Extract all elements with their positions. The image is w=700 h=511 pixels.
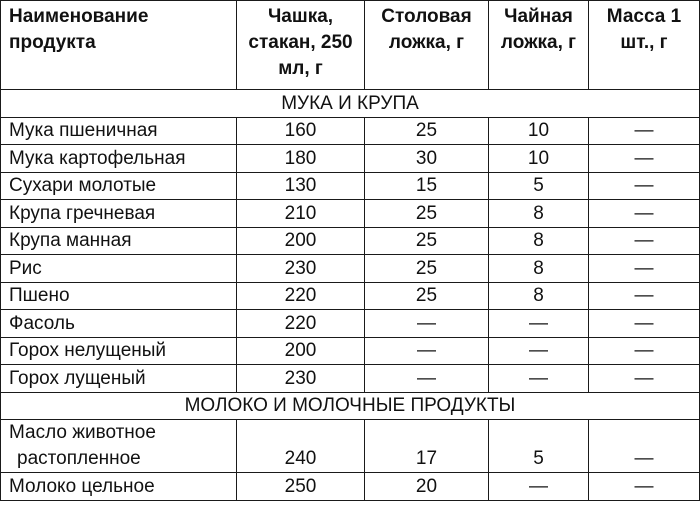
mass-value: — bbox=[589, 117, 700, 145]
cup-value: 130 bbox=[237, 172, 365, 200]
cup-value: 160 bbox=[237, 117, 365, 145]
mass-value: — bbox=[589, 365, 700, 393]
cup-value: 230 bbox=[237, 365, 365, 393]
cup-value: 240 bbox=[237, 420, 365, 473]
table-row bbox=[1, 420, 700, 473]
product-name: Мука пшеничная bbox=[1, 117, 237, 145]
tablespoon-value: 25 bbox=[365, 117, 489, 145]
header-cup: Чашка, стакан, 250 мл, г bbox=[237, 1, 365, 90]
table-row bbox=[1, 473, 700, 501]
tablespoon-value: — bbox=[365, 310, 489, 338]
section-header-row bbox=[1, 90, 700, 118]
teaspoon-value: 8 bbox=[489, 282, 589, 310]
table-row bbox=[1, 365, 700, 393]
table-row bbox=[1, 145, 700, 173]
teaspoon-value: 8 bbox=[489, 200, 589, 228]
cup-value: 230 bbox=[237, 255, 365, 283]
product-name-line2: растопленное bbox=[17, 448, 141, 469]
product-name: Крупа гречневая bbox=[1, 200, 237, 228]
teaspoon-value: 8 bbox=[489, 227, 589, 255]
product-name-line1: Масло животное bbox=[9, 422, 156, 443]
cup-value: 210 bbox=[237, 200, 365, 228]
cup-value: 200 bbox=[237, 337, 365, 365]
tablespoon-value: 30 bbox=[365, 145, 489, 173]
mass-value: — bbox=[589, 200, 700, 228]
mass-value: — bbox=[589, 337, 700, 365]
teaspoon-value: 5 bbox=[489, 172, 589, 200]
teaspoon-value: — bbox=[489, 337, 589, 365]
mass-value: — bbox=[589, 172, 700, 200]
cup-value: 220 bbox=[237, 282, 365, 310]
tablespoon-value: 25 bbox=[365, 227, 489, 255]
mass-value: — bbox=[589, 420, 700, 473]
table-row bbox=[1, 172, 700, 200]
section-title-flour: МУКА И КРУПА bbox=[1, 90, 700, 118]
tablespoon-value: — bbox=[365, 365, 489, 393]
table-row bbox=[1, 282, 700, 310]
product-name: Горох лущеный bbox=[1, 365, 237, 393]
cup-value: 180 bbox=[237, 145, 365, 173]
tablespoon-value: 25 bbox=[365, 200, 489, 228]
teaspoon-value: — bbox=[489, 473, 589, 501]
mass-value: — bbox=[589, 282, 700, 310]
teaspoon-value: 10 bbox=[489, 117, 589, 145]
product-name: Рис bbox=[1, 255, 237, 283]
cup-value: 220 bbox=[237, 310, 365, 338]
product-name bbox=[1, 420, 237, 473]
tablespoon-value: 25 bbox=[365, 255, 489, 283]
teaspoon-value: 10 bbox=[489, 145, 589, 173]
header-product-name: Наименование продукта bbox=[1, 1, 237, 90]
table-header-row bbox=[1, 1, 700, 90]
cup-value: 200 bbox=[237, 227, 365, 255]
tablespoon-value: — bbox=[365, 337, 489, 365]
tablespoon-value: 15 bbox=[365, 172, 489, 200]
header-teaspoon: Чайная ложка, г bbox=[489, 1, 589, 90]
product-name: Крупа манная bbox=[1, 227, 237, 255]
table-row bbox=[1, 255, 700, 283]
product-name: Мука картофельная bbox=[1, 145, 237, 173]
mass-value: — bbox=[589, 310, 700, 338]
teaspoon-value: 5 bbox=[489, 420, 589, 473]
mass-value: — bbox=[589, 473, 700, 501]
tablespoon-value: 17 bbox=[365, 420, 489, 473]
product-name: Горох нелущеный bbox=[1, 337, 237, 365]
product-name: Фасоль bbox=[1, 310, 237, 338]
tablespoon-value: 25 bbox=[365, 282, 489, 310]
product-name: Пшено bbox=[1, 282, 237, 310]
mass-value: — bbox=[589, 145, 700, 173]
table-row bbox=[1, 227, 700, 255]
cup-value: 250 bbox=[237, 473, 365, 501]
table-row bbox=[1, 200, 700, 228]
product-name: Сухари молотые bbox=[1, 172, 237, 200]
header-mass: Масса 1 шт., г bbox=[589, 1, 700, 90]
product-name: Молоко цельное bbox=[1, 473, 237, 501]
table-row bbox=[1, 337, 700, 365]
tablespoon-value: 20 bbox=[365, 473, 489, 501]
teaspoon-value: — bbox=[489, 365, 589, 393]
section-header-row bbox=[1, 392, 700, 420]
teaspoon-value: — bbox=[489, 310, 589, 338]
table-row bbox=[1, 310, 700, 338]
section-title-dairy: МОЛОКО И МОЛОЧНЫЕ ПРОДУКТЫ bbox=[1, 392, 700, 420]
mass-value: — bbox=[589, 255, 700, 283]
table-row bbox=[1, 117, 700, 145]
header-tablespoon: Столовая ложка, г bbox=[365, 1, 489, 90]
teaspoon-value: 8 bbox=[489, 255, 589, 283]
mass-value: — bbox=[589, 227, 700, 255]
